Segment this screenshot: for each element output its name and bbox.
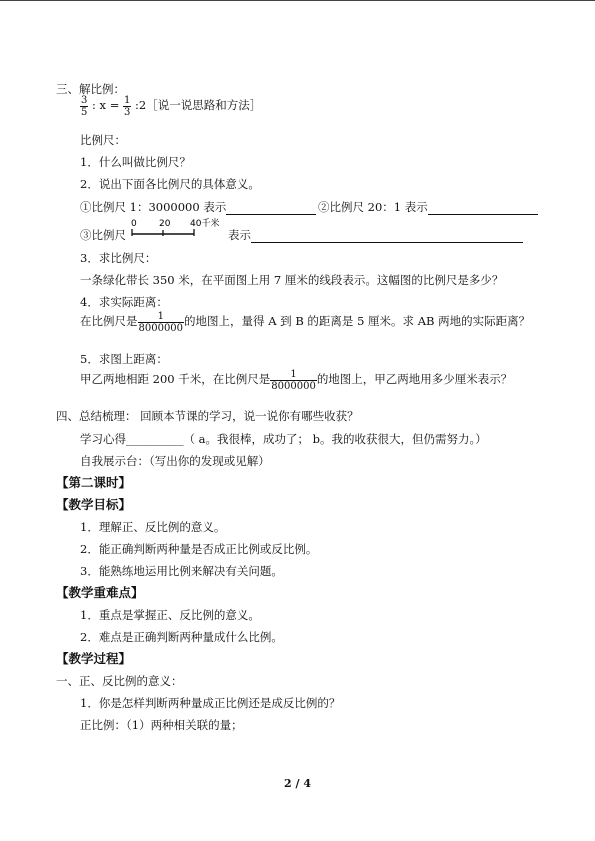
heading-key-points: 【教学重难点】 xyxy=(56,585,144,600)
blank-line xyxy=(226,200,316,215)
question-3-text: 一条绿化带长 350 米，在平面图上用 7 厘米的线段表示。这幅图的比例尺是多少？ xyxy=(80,273,504,287)
fraction-3-5: $\frac{3}{5}$ xyxy=(81,94,88,118)
goal-3: 3．能熟练地运用比例来解决有关问题。 xyxy=(80,564,283,578)
scale-item-3-tail: 表示 xyxy=(228,228,523,243)
process-question-1: 1．你是怎样判断两种量成正比例还是成反比例的？ xyxy=(80,696,341,710)
scale-item-1: ①比例尺 1：3000000 表示 xyxy=(80,200,316,215)
question-5-text: 甲乙两地相距 200 千米，在比例尺是 $\frac{1}{8000000}$ 的地图上，甲乙两地用多少厘米表示？ xyxy=(80,368,513,392)
study-notes: 学习心得__________（ a。我很棒，成功了； b。我的收获很大，但仍需努力。） xyxy=(80,432,487,446)
question-4-text: 在比例尺是 $\frac{1}{8000000}$ 的地图上，量得 A 到 B 的距离是 5 厘米。求 AB 两地的实际距离？ xyxy=(80,310,531,334)
goal-1: 1．理解正、反比例的意义。 xyxy=(80,520,226,534)
section-3-heading: 三、解比例： xyxy=(56,82,125,96)
goal-2: 2．能正确判断两种量是否成正比例或反比例。 xyxy=(80,542,318,556)
blank-line xyxy=(428,200,538,215)
ratio-equation: $\frac{3}{5}$ : x = $\frac{1}{3}$ :2［说一说思路和方法］ xyxy=(81,94,262,118)
scale-item-2: ②比例尺 20：1 表示 xyxy=(318,200,538,215)
page-number: 2 / 4 xyxy=(284,777,311,790)
question-3: 3．求比例尺： xyxy=(80,251,157,265)
fraction-1-8000000: $\frac{1}{8000000}$ xyxy=(271,368,316,392)
heading-lesson-2: 【第二课时】 xyxy=(56,475,132,490)
question-4: 4．求实际距离： xyxy=(80,295,168,309)
scale-bar-diagram xyxy=(126,216,226,240)
blank-line xyxy=(251,228,523,243)
page-top-border xyxy=(0,0,595,1)
question-5: 5．求图上距离： xyxy=(80,352,168,366)
scale-title: 比例尺： xyxy=(80,133,126,147)
fraction-1-3: $\frac{1}{3}$ xyxy=(124,94,131,118)
key-point-1: 1．重点是掌握正、反比例的意义。 xyxy=(80,608,260,622)
scale-item-3-prefix: ③比例尺 xyxy=(80,228,126,242)
heading-teaching-goals: 【教学目标】 xyxy=(56,497,132,512)
key-point-2: 2．难点是正确判断两种量成什么比例。 xyxy=(80,630,283,644)
section-4-heading: 四、总结梳理： 回顾本节课的学习，说一说你有哪些收获？ xyxy=(56,409,359,423)
scale-tick-20: 20 xyxy=(159,219,171,229)
scale-tick-40: 40千米 xyxy=(190,219,220,229)
question-2: 2．说出下面各比例尺的具体意义。 xyxy=(80,177,260,191)
self-showcase: 自我展示台：（写出你的发现或见解） xyxy=(80,454,270,468)
fraction-1-8000000: $\frac{1}{8000000}$ xyxy=(138,310,184,334)
process-part-1: 一、正、反比例的意义： xyxy=(56,674,183,688)
question-1: 1．什么叫做比例尺？ xyxy=(80,155,191,169)
process-answer-direct: 正比例：（1）两种相关联的量； xyxy=(80,718,243,732)
heading-teaching-process: 【教学过程】 xyxy=(56,651,132,666)
scale-tick-0: 0 xyxy=(131,219,137,229)
